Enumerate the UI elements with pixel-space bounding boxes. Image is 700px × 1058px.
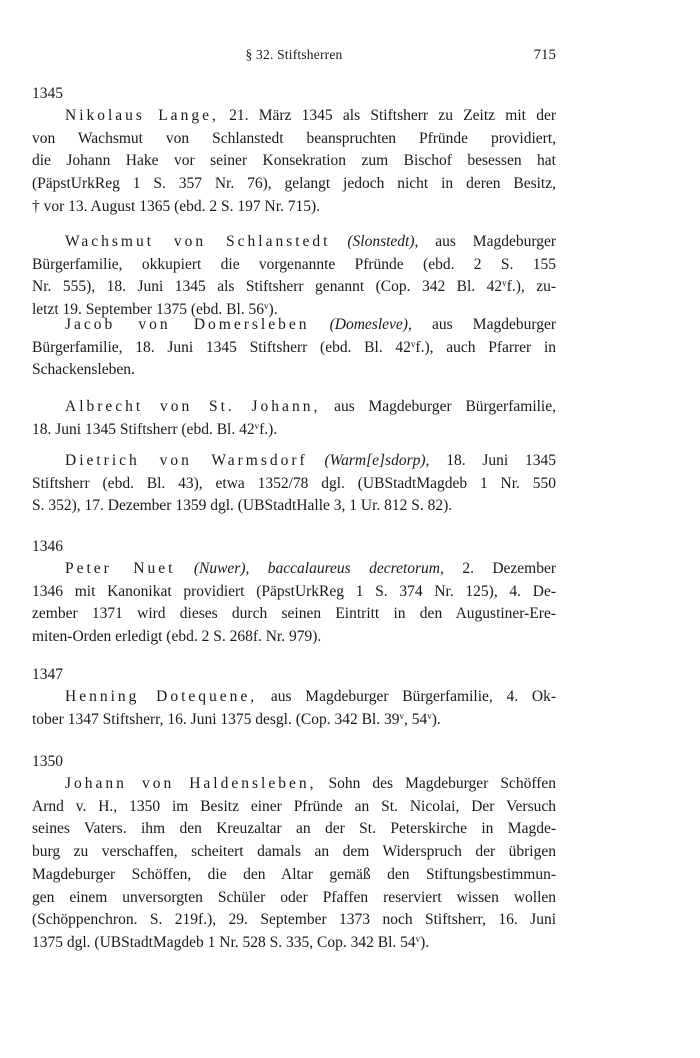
section-title: § 32. Stiftsherren (245, 47, 343, 62)
entry-albrecht-von-st-johann: Albrecht von St. Johann, aus Magdeburger Bürgerfamilie, 18. Juni 1345 Stiftsherr (ebd. Bl. 42$^v$f.). (32, 398, 556, 438)
entry-dietrich-von-warmsdorf: Dietrich von Warmsdorf (Warm[e]sdorp), 18. Juni 1345 Stiftsherr (ebd. Bl. 43), etwa 1352/78 dgl. (UBStadtMagdeb 1 Nr. 550 S. 352), 17. Dezember 1359 dgl. (UBStadtHalle 3, 1 Ur. 812 S. 82). (32, 452, 556, 515)
running-header (32, 47, 556, 67)
person-name: Nikolaus Lange, (65, 107, 219, 124)
person-name: Albrecht von St. Johann, (65, 398, 321, 415)
name-variant: (Nuwer), (193, 560, 250, 577)
entry-nikolaus-lange: Nikolaus Lange, 21. März 1345 als Stiftsherr zu Zeitz mit der von Wachsmut von Schlanstedt beanspruchten Pfründe providiert, die Johann Hake vor seiner Konsekration zum Bischof besessen hat (PäpstUrkReg 1 S. 357 Nr. 76), gelangt jedoch nicht in deren Besitz, † vor 13. August 1365 (ebd. 2 S. 197 Nr. 715). (32, 107, 556, 215)
year-heading-1350: 1350 (32, 753, 63, 770)
year-heading-1347: 1347 (32, 666, 63, 683)
entry-henning-dotequene: Henning Dotequene, aus Magdeburger Bürgerfamilie, 4. Ok- tober 1347 Stiftsherr, 16. Juni 1375 desgl. (Cop. 342 Bl. 39$^v$, 54$^v$). (32, 688, 556, 728)
name-variant: (Slonstedt), (347, 233, 419, 250)
entry-johann-von-haldensleben: Johann von Haldensleben, Sohn des Magdeburger Schöffen Arnd v. H., 1350 im Besitz einer Pfründe an St. Nicolai, Der Versuch seines Vaters. ihm den Kreuzaltar an der St. Peterskirche in Magde- burg zu verschaffen, scheitert damals an dem Widerspruch der übrigen Magdeburger Schöffen, die den Altar gemäß den Stiftungsbestimmun- gen einem unversorgten Schüler oder Pfaffen reserviert wissen wollen (Schöppenchron. S. 219f.), 29. September 1373 noch Stiftsherr, 16. Juni 1375 dgl. (UBStadtMagdeb 1 Nr. 528 S. 335, Cop. 342 Bl. 54$^v$). (32, 775, 556, 951)
person-name: Peter Nuet (65, 560, 176, 577)
entry-peter-nuet: Peter Nuet (Nuwer), baccalaureus decretorum, 2. Dezember 1346 mit Kanonikat providiert (PäpstUrkReg 1 S. 374 Nr. 125), 4. De- zember 1371 wird dieses durch seinen Eintritt in den Augustiner-Ere- miten-Orden erledigt (ebd. 2 S. 268f. Nr. 979). (32, 560, 557, 646)
person-name: Jacob von Domersleben (65, 316, 310, 333)
document-page (32, 0, 556, 1058)
name-variant: (Domesleve), (329, 316, 412, 333)
entry-jacob-von-domersleben: Jacob von Domersleben (Domesleve), aus Magdeburger Bürgerfamilie, 18. Juni 1345 Stiftsherr (ebd. Bl. 42$^v$f.), auch Pfarrer in Schackensleben. (32, 316, 557, 379)
academic-degree: baccalaureus decretorum, (267, 560, 444, 577)
year-heading-1346: 1346 (32, 538, 63, 555)
page-number: 715 (533, 47, 556, 63)
person-name: Wachsmut von Schlanstedt (65, 233, 331, 250)
person-name: Dietrich von Warmsdorf (65, 452, 308, 469)
person-name: Johann von Haldensleben, (65, 775, 317, 792)
name-variant: (Warm[e]sdorp), (324, 452, 430, 469)
entry-wachsmut-von-schlanstedt: Wachsmut von Schlanstedt (Slonstedt), aus Magdeburger Bürgerfamilie, okkupiert die vorgenannte Pfründe (ebd. 2 S. 155 Nr. 555), 18. Juni 1345 als Stiftsherr genannt (Cop. 342 Bl. 42$^v$f.), zu- letzt 19. September 1375 (ebd. Bl. 56$^v$). (32, 233, 557, 319)
year-heading-1345: 1345 (32, 85, 63, 102)
person-name: Henning Dotequene, (65, 688, 258, 705)
